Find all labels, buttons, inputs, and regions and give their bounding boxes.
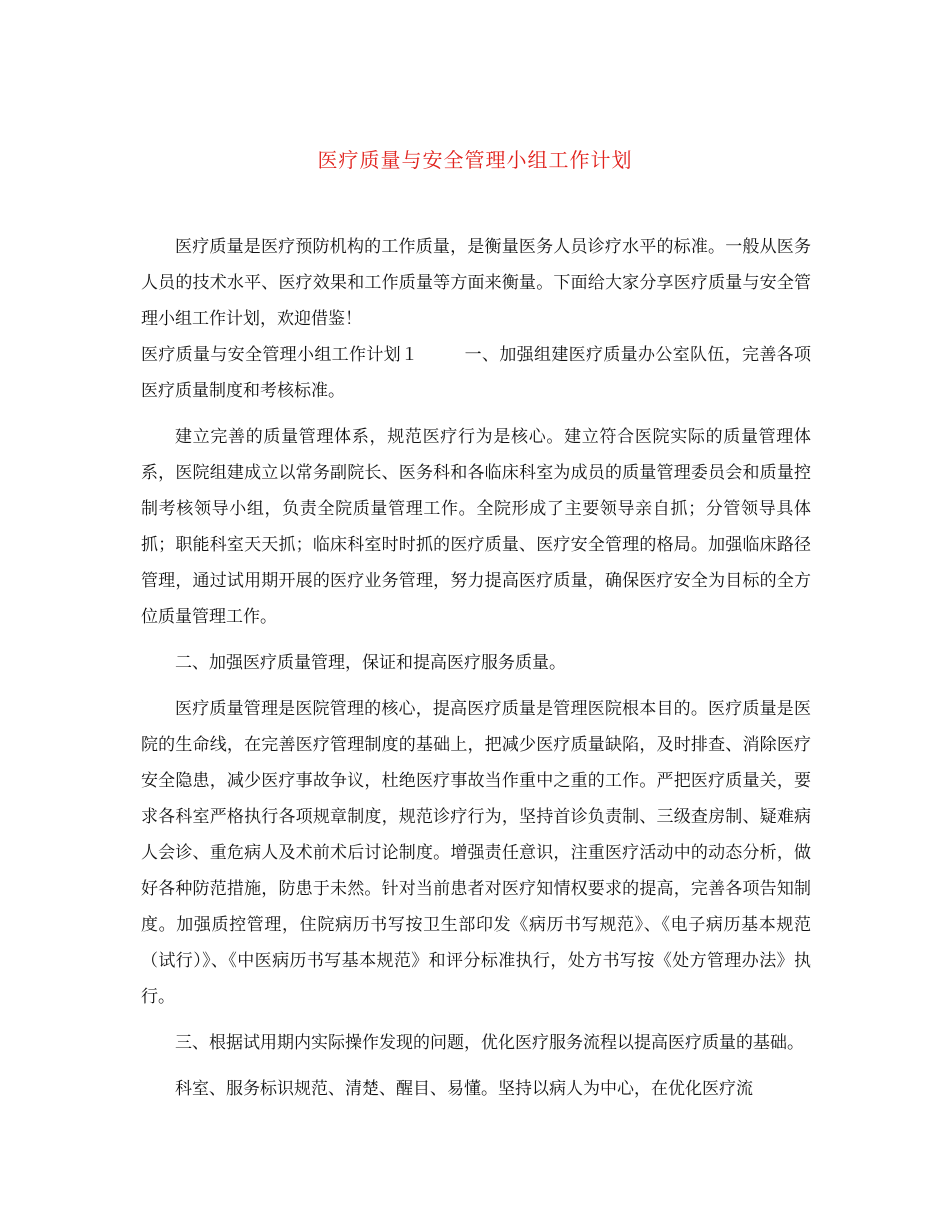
plan-heading: 医疗质量与安全管理小组工作计划１ [141, 345, 419, 365]
document-body [141, 229, 811, 1117]
intro-paragraph: 医疗质量是医疗预防机构的工作质量，是衡量医务人员诊疗水平的标准。一般从医务人员的技术水平、医疗效果和工作质量等方面来衡量。下面给大家分享医疗质量与安全管理小组工作计划，欢迎借鉴！ [141, 237, 811, 329]
plan-heading-paragraph [141, 337, 811, 409]
paragraph-2: 医疗质量管理是医院管理的核心，提高医疗质量是管理医院根本目的。医疗质量是医院的生命线，在完善医疗管理制度的基础上，把减少医疗质量缺陷，及时排查、消除医疗安全隐患，减少医疗事故争议，杜绝医疗事故当作重中之重的工作。严把医疗质量关，要求各科室严格执行各项规章制度，规范诊疗行为，坚持首诊负责制、三级查房制、疑难病人会诊、重危病人及术前术后讨论制度。增强责任意识，注重医疗活动中的动态分析，做好各种防范措施，防患于未然。针对当前患者对医疗知情权要求的提高，完善各项告知制度。加强质控管理，住院病历书写按卫生部印发《病历书写规范》、《电子病历基本规范（试行）》、《中医病历书写基本规范》和评分标准执行，处方书写按《处方管理办法》执行。 [141, 699, 811, 1007]
document-title: 医疗质量与安全管理小组工作计划 [317, 148, 633, 172]
section-3-heading: 三、根据试用期内实际操作发现的问题，优化医疗服务流程以提高医疗质量的基础。 [175, 1033, 804, 1053]
section-1-heading: 一、加强组建医疗质量办公室队伍，完善各项医疗质量制度和考核标准。 [141, 345, 812, 401]
paragraph-3: 科室、服务标识规范、清楚、醒目、易懂。坚持以病人为中心，在优化医疗流 [175, 1079, 753, 1099]
section-2-heading: 二、加强医疗质量管理，保证和提高医疗服务质量。 [175, 653, 566, 673]
paragraph-1: 建立完善的质量管理体系，规范医疗行为是核心。建立符合医院实际的质量管理体系，医院组建成立以常务副院长、医务科和各临床科室为成员的质量管理委员会和质量控制考核领导小组，负责全院质量管理工作。全院形成了主要领导亲自抓；分管领导具体抓；职能科室天天抓；临床科室时时抓的医疗质量、医疗安全管理的格局。加强临床路径管理，通过试用期开展的医疗业务管理，努力提高医疗质量，确保医疗安全为目标的全方位质量管理工作。 [141, 427, 811, 627]
